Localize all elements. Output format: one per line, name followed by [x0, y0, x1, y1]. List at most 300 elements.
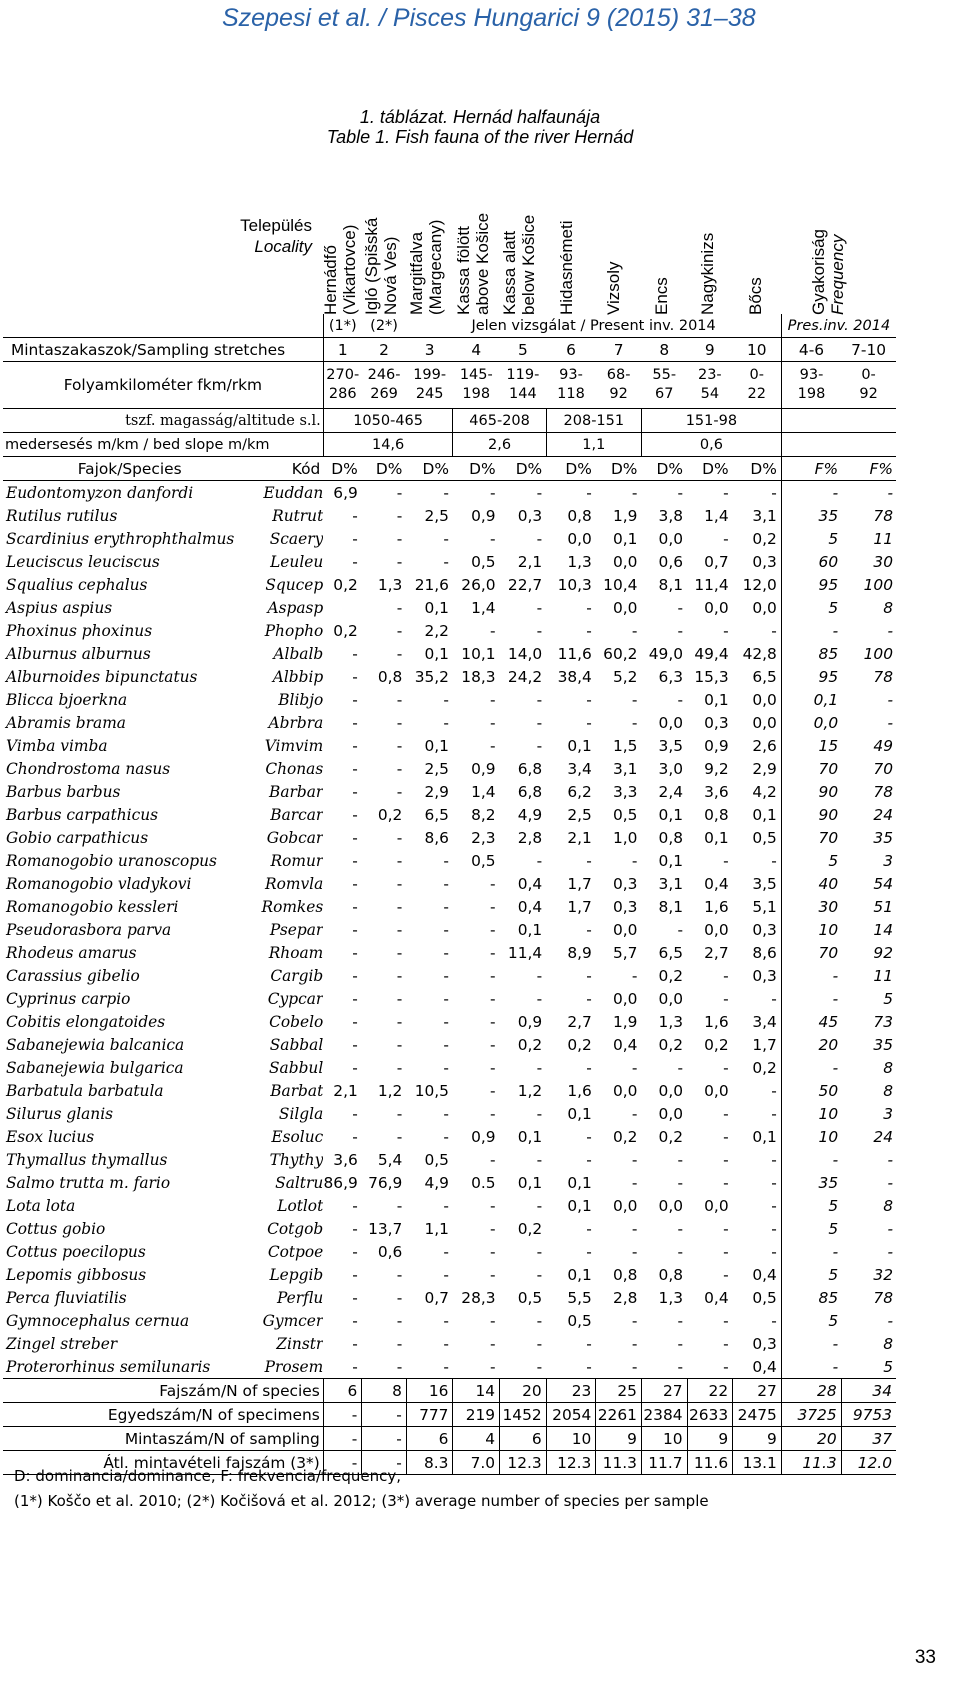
species-row	[3, 1240, 896, 1263]
species-value: 78	[873, 782, 893, 801]
species-value: 5,1	[733, 895, 782, 918]
species-value: -	[677, 690, 684, 709]
summary-value: 6	[406, 1427, 453, 1451]
species-value: 5	[828, 1311, 839, 1330]
species-value: -	[396, 1127, 403, 1146]
species-code: Cobelo	[269, 1012, 324, 1031]
species-value: -	[396, 552, 403, 571]
species-value: -	[536, 989, 543, 1008]
species-value: 1,4	[471, 782, 496, 801]
species-value: -	[490, 989, 496, 1008]
species-value: -	[723, 1265, 729, 1284]
species-row	[3, 826, 896, 849]
species-code: Albalb	[273, 644, 324, 663]
species-row	[3, 987, 896, 1010]
species-code: Romur	[270, 851, 324, 870]
species-value: -	[631, 1311, 638, 1330]
species-value: -	[490, 1150, 496, 1169]
species-value: -	[396, 1265, 403, 1284]
species-value: 3,1	[612, 759, 638, 778]
species-value: -	[396, 943, 403, 962]
col-unit-header: D%	[702, 459, 729, 478]
species-value: 3,1	[733, 504, 782, 527]
species-value: 0,9	[471, 506, 496, 525]
summary-label: Egyedszám/N of specimens	[3, 1403, 323, 1427]
species-value: 70	[818, 759, 839, 778]
species-value: -	[490, 1219, 496, 1238]
species-value: -	[352, 966, 358, 985]
species-value: -	[396, 759, 403, 778]
species-value: -	[723, 989, 729, 1008]
species-value: -	[832, 1242, 839, 1261]
species-value: -	[723, 851, 729, 870]
species-value: 2,5	[424, 759, 449, 778]
species-value: 0,1	[567, 1265, 592, 1284]
species-value: 0,3	[733, 964, 782, 987]
species-value: 8,2	[471, 805, 496, 824]
species-name: Alburnus alburnus	[6, 644, 151, 663]
species-value: -	[832, 1334, 839, 1353]
species-value: 3,5	[733, 872, 782, 895]
species-value: -	[443, 690, 449, 709]
species-code: Romvla	[265, 874, 324, 893]
species-value: 0,1	[704, 828, 729, 847]
species-code: Abrbra	[268, 713, 324, 732]
species-value: 2,5	[567, 805, 592, 824]
species-value: -	[887, 1219, 893, 1238]
summary-value: 10	[641, 1427, 687, 1451]
species-name: Barbus barbus	[6, 782, 121, 801]
species-row	[3, 642, 896, 665]
species-value: -	[586, 690, 592, 709]
species-code: Barbar	[269, 782, 324, 801]
species-value: 0,1	[658, 805, 684, 824]
species-value: 0,0	[612, 598, 638, 617]
species-value: -	[677, 1357, 684, 1376]
species-value: -	[677, 1242, 684, 1261]
slope-row: medersesés m/km / bed slope m/km 14,6 2,6 1,1 0,6	[3, 433, 896, 457]
species-row	[3, 918, 896, 941]
species-value: -	[396, 1012, 403, 1031]
species-value: -	[723, 483, 729, 502]
species-value: -	[490, 1104, 496, 1123]
species-code: Blibjo	[278, 690, 324, 709]
species-value: 6,8	[517, 759, 543, 778]
species-name: Silurus glanis	[6, 1104, 114, 1123]
species-value: 0,0	[704, 920, 729, 939]
species-value: -	[536, 621, 543, 640]
species-row	[3, 1102, 896, 1125]
species-row	[3, 1079, 896, 1102]
species-value: 28,3	[461, 1288, 496, 1307]
species-value: 12,0	[733, 573, 782, 596]
species-value: 11	[873, 966, 893, 985]
species-value: -	[733, 481, 782, 505]
col-unit-header: D%	[565, 459, 592, 478]
species-value: 0,7	[704, 552, 729, 571]
species-value: -	[443, 1104, 449, 1123]
species-value: 0,1	[733, 803, 782, 826]
species-value: -	[536, 1311, 543, 1330]
species-value: -	[733, 1148, 782, 1171]
species-value: 1,4	[471, 598, 496, 617]
species-value: -	[443, 897, 449, 916]
species-value: -	[352, 943, 358, 962]
species-value: -	[443, 1196, 449, 1215]
species-value: -	[586, 713, 592, 732]
species-value: 0,9	[517, 1012, 543, 1031]
fkm-cell: 55- 67	[652, 367, 677, 402]
species-value: 2,4	[658, 782, 684, 801]
species-value: -	[396, 1035, 403, 1054]
source-row: (1*) (2*) Jelen vizsgálat / Present inv. 2014 Pres.inv. 2014	[3, 314, 896, 338]
species-value: 8	[883, 598, 893, 617]
species-value: 3,6	[333, 1150, 358, 1169]
species-row	[3, 573, 896, 596]
species-value: -	[536, 736, 543, 755]
species-value: -	[723, 1150, 729, 1169]
species-value: 8,9	[567, 943, 592, 962]
col-unit-header: D%	[515, 459, 543, 478]
species-value: -	[631, 1219, 638, 1238]
species-value: -	[887, 713, 893, 732]
species-value: -	[677, 1058, 684, 1077]
species-value: 0,1	[813, 690, 839, 709]
species-value: -	[443, 713, 449, 732]
species-value: -	[723, 1357, 729, 1376]
species-code: Sabbal	[269, 1035, 324, 1054]
locality-label: Település Locality	[240, 216, 312, 256]
species-value: 40	[818, 874, 839, 893]
summary-value: 1452	[500, 1403, 547, 1427]
species-value: 5	[828, 598, 839, 617]
species-value: 0,3	[704, 713, 729, 732]
species-value: 86,9	[323, 1173, 358, 1192]
species-value: 10,3	[557, 575, 592, 594]
species-code: Euddan	[263, 483, 324, 502]
species-value: 0,0	[612, 552, 638, 571]
species-value: 2,7	[567, 1012, 592, 1031]
species-value: -	[490, 874, 496, 893]
species-value: 85	[818, 1288, 839, 1307]
species-row	[3, 780, 896, 803]
species-value: 60,2	[603, 644, 638, 663]
species-value: -	[352, 782, 358, 801]
species-value: 10,4	[603, 575, 638, 594]
species-name: Cottus gobio	[6, 1219, 106, 1238]
species-value: -	[443, 1334, 449, 1353]
species-value: 0,5	[612, 805, 638, 824]
species-value: 2,3	[471, 828, 496, 847]
species-row	[3, 550, 896, 573]
species-value: -	[677, 598, 684, 617]
species-name: Cobitis elongatoides	[6, 1012, 166, 1031]
species-value: 92	[873, 943, 893, 962]
species-value: 0,2	[658, 1127, 684, 1146]
species-value: 0,1	[733, 1125, 782, 1148]
species-row	[3, 849, 896, 872]
species-value: 0,6	[377, 1242, 403, 1261]
species-row	[3, 1010, 896, 1033]
species-value: -	[490, 1035, 496, 1054]
species-value: -	[352, 667, 358, 686]
species-value: -	[723, 1127, 729, 1146]
summary-value: 25	[596, 1379, 642, 1403]
species-value: 78	[873, 506, 893, 525]
species-value: -	[352, 713, 358, 732]
species-code: Cargib	[270, 966, 324, 985]
species-value: -	[733, 1079, 782, 1102]
species-value: -	[586, 621, 592, 640]
species-value: 0,1	[424, 736, 449, 755]
species-value: 0,6	[658, 552, 684, 571]
species-value: 3,6	[704, 782, 729, 801]
species-name: Gobio carpathicus	[6, 828, 149, 847]
species-value: 0,5	[517, 1288, 543, 1307]
species-value: 0,0	[733, 596, 782, 619]
species-value: -	[396, 483, 403, 502]
species-value: 1,7	[567, 874, 592, 893]
species-row	[3, 1194, 896, 1217]
species-code: Cotgob	[267, 1219, 324, 1238]
summary-row	[3, 1379, 896, 1403]
species-value: 6,5	[733, 665, 782, 688]
species-value: -	[352, 1127, 358, 1146]
species-value: -	[631, 966, 638, 985]
species-name: Zingel streber	[6, 1334, 118, 1353]
species-value: 8	[883, 1334, 893, 1353]
species-value: -	[443, 1242, 449, 1261]
species-value: 0,0	[658, 1081, 684, 1100]
species-code: Lotlot	[277, 1196, 324, 1215]
species-name: Rhodeus amarus	[6, 943, 137, 962]
species-value: -	[352, 759, 358, 778]
species-value: -	[536, 1265, 543, 1284]
species-value: 2,1	[517, 552, 543, 571]
species-value: 0,8	[658, 828, 684, 847]
fkm-row: Folyamkilométer fkm/rkm 270- 286 246- 269 199- 245 145- 198 119- 144 93- 118 68- 92 55- 67 23- 54 0- 22 93- 198 0- 92	[3, 362, 896, 409]
species-value: 4,9	[424, 1173, 449, 1192]
species-value: 0,2	[704, 1035, 729, 1054]
species-value: 6,2	[567, 782, 592, 801]
species-value: 1,7	[733, 1033, 782, 1056]
summary-value: 9	[733, 1427, 782, 1451]
species-value: 2,1	[333, 1081, 358, 1100]
species-value: 18,3	[461, 667, 496, 686]
species-value: -	[586, 1219, 592, 1238]
species-value: 8,1	[658, 575, 684, 594]
species-value: 0,1	[612, 529, 638, 548]
species-value: -	[631, 1150, 638, 1169]
species-value: -	[586, 1357, 592, 1376]
species-name: Esox lucius	[6, 1127, 95, 1146]
species-value: -	[352, 690, 358, 709]
species-value: -	[443, 1012, 449, 1031]
species-value: -	[443, 943, 449, 962]
species-name: Romanogobio vladykovi	[6, 874, 192, 893]
species-value: 0,8	[658, 1265, 684, 1284]
species-value: 2,7	[704, 943, 729, 962]
species-value: 70	[873, 759, 893, 778]
summary-value: 11.7	[641, 1451, 687, 1475]
species-value: -	[396, 690, 403, 709]
species-value: -	[733, 1102, 782, 1125]
species-value: -	[733, 1240, 782, 1263]
species-value: 0,1	[424, 598, 449, 617]
species-name: Cyprinus carpio	[6, 989, 131, 1008]
species-value: -	[396, 1196, 403, 1215]
species-value: 1,3	[567, 552, 592, 571]
species-value: -	[396, 1334, 403, 1353]
species-value: -	[352, 1058, 358, 1077]
species-value: -	[631, 1058, 638, 1077]
species-code: Rutrut	[272, 506, 324, 525]
species-value: -	[443, 1035, 449, 1054]
species-value: -	[352, 529, 358, 548]
species-value: 3,8	[658, 506, 684, 525]
species-value: -	[536, 1334, 543, 1353]
species-value: 0,1	[567, 1104, 592, 1123]
species-value: 49,0	[648, 644, 684, 663]
species-value: 100	[863, 644, 893, 663]
species-value: -	[490, 1196, 496, 1215]
species-value: -	[443, 874, 449, 893]
species-value: 1,2	[517, 1081, 543, 1100]
summary-value: 27	[641, 1379, 687, 1403]
species-value: 1,6	[704, 897, 729, 916]
species-value: 0,9	[471, 759, 496, 778]
species-value: -	[631, 1242, 638, 1261]
species-value: 1,1	[424, 1219, 449, 1238]
species-value: -	[536, 1150, 543, 1169]
species-row	[3, 872, 896, 895]
species-value: 1,0	[612, 828, 638, 847]
summary-value: 28	[781, 1379, 841, 1403]
species-value: -	[723, 1058, 729, 1077]
species-value: 1,2	[377, 1081, 403, 1100]
fkm-cell: 0- 22	[733, 362, 782, 409]
species-value: -	[352, 989, 358, 1008]
species-name: Lota lota	[6, 1196, 76, 1215]
species-value: -	[677, 920, 684, 939]
species-row	[3, 1309, 896, 1332]
species-code: Thythy	[269, 1150, 324, 1169]
species-value: 0,3	[612, 897, 638, 916]
species-value: 45	[818, 1012, 839, 1031]
species-value: 70	[818, 828, 839, 847]
species-row	[3, 619, 896, 642]
species-value: 0,2	[658, 966, 684, 985]
species-value: 60	[818, 552, 839, 571]
species-value: 0,1	[517, 1173, 543, 1192]
species-value: -	[723, 1219, 729, 1238]
species-value: 0,1	[658, 851, 684, 870]
species-value: 2,8	[517, 828, 543, 847]
altitude-row: tszf. magasság/altitude s.l. 1050-465 465-208 208-151 151-98	[3, 409, 896, 433]
species-value: 6,9	[333, 483, 358, 502]
summary-value: 27	[733, 1379, 782, 1403]
summary-value: 777	[406, 1403, 453, 1427]
species-code: Saltru	[275, 1173, 324, 1192]
altitude-label: tszf. magasság/altitude s.l.	[125, 412, 321, 429]
species-value: -	[396, 506, 403, 525]
locality-header: Település Locality Hernádfő (Vikartovce) Igló (Spišská Nová Ves) Margitfalva (Margecany) Kassa fölött above Košice Kassa alatt below Košice Hidasnémeti Vizsoly Encs Nagykinizs Bőcs Gyakoriság Frequency	[240, 212, 847, 315]
species-value: -	[443, 989, 449, 1008]
species-name: Cottus poecilopus	[6, 1242, 146, 1261]
summary-value: 13.1	[733, 1451, 782, 1475]
species-name: Blicca bjoerkna	[6, 690, 128, 709]
species-value: -	[677, 1219, 684, 1238]
species-row	[3, 895, 896, 918]
summary-value: 6	[500, 1427, 547, 1451]
species-value: -	[586, 851, 592, 870]
species-name: Aspius aspius	[6, 598, 113, 617]
fkm-cell: 93- 118	[557, 367, 585, 402]
species-value: -	[490, 736, 496, 755]
species-value: 3	[883, 851, 893, 870]
fkm-cell: 119- 144	[506, 367, 540, 402]
species-name: Pseudorasbora parva	[6, 920, 172, 939]
species-value: -	[536, 529, 543, 548]
species-value: -	[490, 1242, 496, 1261]
summary-value: 23	[546, 1379, 596, 1403]
species-name: Romanogobio kessleri	[6, 897, 179, 916]
species-value: 0,2	[733, 1056, 782, 1079]
species-col-header: Fajok/Species	[77, 459, 182, 478]
species-value: 8,6	[733, 941, 782, 964]
species-value: -	[733, 1217, 782, 1240]
species-value: -	[631, 690, 638, 709]
species-value: 2,9	[733, 757, 782, 780]
species-value: 54	[873, 874, 893, 893]
species-value: -	[352, 897, 358, 916]
species-value: -	[631, 713, 638, 732]
species-value: 0,0	[658, 989, 684, 1008]
species-code: Vimvim	[264, 736, 324, 755]
species-row	[3, 527, 896, 550]
species-value: -	[443, 529, 449, 548]
species-value: -	[352, 552, 358, 571]
species-value: -	[832, 989, 839, 1008]
species-value: -	[490, 1311, 496, 1330]
species-value: 10	[818, 1104, 839, 1123]
species-value: -	[396, 1058, 403, 1077]
summary-value: 2054	[546, 1403, 596, 1427]
species-value: 0,2	[612, 1127, 638, 1146]
species-value: -	[677, 483, 684, 502]
col-unit-header: F%	[814, 459, 839, 478]
species-name: Gymnocephalus cernua	[6, 1311, 190, 1330]
summary-value: 9	[596, 1427, 642, 1451]
species-value: -	[443, 483, 449, 502]
species-value: -	[631, 1334, 638, 1353]
species-value: -	[352, 1265, 358, 1284]
summary-value: -	[362, 1451, 407, 1475]
species-value: 2,1	[567, 828, 592, 847]
species-value: 0,1	[704, 690, 729, 709]
species-value: -	[536, 483, 543, 502]
species-value: -	[443, 1265, 449, 1284]
species-code: Sabbul	[269, 1058, 324, 1077]
species-code: Scaery	[269, 529, 324, 548]
species-value: 4,2	[733, 780, 782, 803]
species-value: 8	[883, 1081, 893, 1100]
summary-value: 16	[406, 1379, 453, 1403]
species-row	[3, 481, 896, 505]
species-row	[3, 1033, 896, 1056]
summary-value: 2384	[641, 1403, 687, 1427]
summary-value: 3725	[781, 1403, 841, 1427]
